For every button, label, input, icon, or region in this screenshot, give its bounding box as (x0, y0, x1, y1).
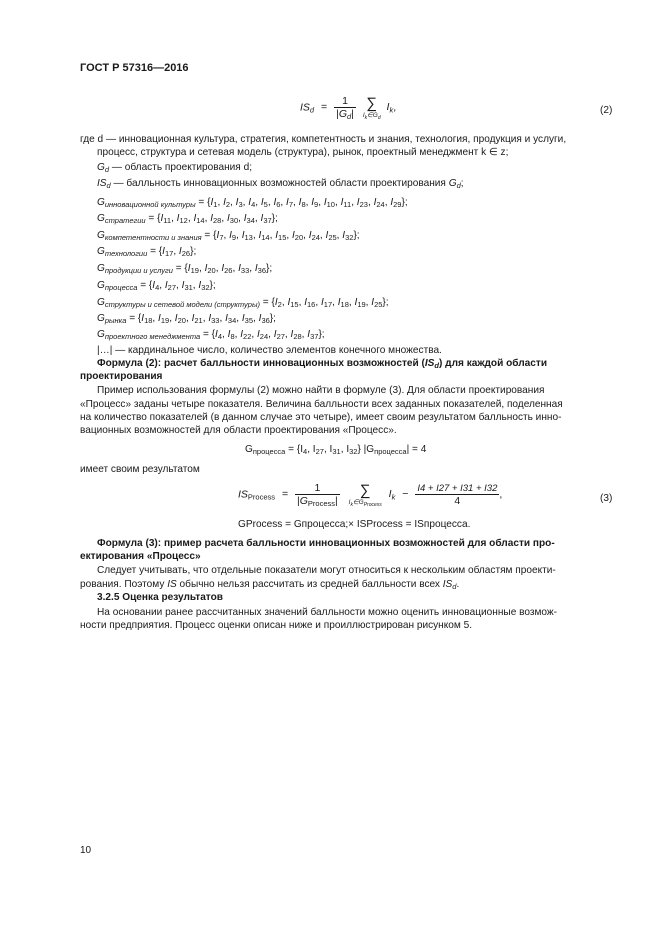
set-element-index: 17 (323, 300, 333, 309)
set-element-index: 16 (307, 300, 316, 309)
set-element-index: 4 (155, 283, 160, 292)
set-element-index: 26 (224, 266, 233, 275)
set-element-index: 36 (261, 316, 270, 325)
set-element-index: 9 (314, 200, 319, 209)
set-element-index: 37 (263, 216, 272, 225)
set-element-index: 35 (244, 316, 254, 325)
set-element-index: 13 (244, 233, 253, 242)
para2-line2: рования. Поэтому IS обычно нельзя рассчитать из средней балльности всех $IS_d$. (80, 579, 460, 591)
eq2-lhs: IS (300, 101, 310, 114)
set-element-index: 4 (251, 200, 256, 209)
set-name: рынка (104, 316, 127, 325)
set-definition: Gкомпетентности и знания = {$I_7$, $I_9$, $I_{13}$, $I_{14}$, $I_{15}$, $I_{20}$, $I_{24}$, $I_{25}$, $I_{32}$}; (97, 230, 360, 242)
equation-2-number: (2) (600, 105, 613, 116)
set-element-index: 33 (240, 266, 250, 275)
set-name: компетентности и знания (104, 233, 202, 242)
set-element-index: 11 (163, 216, 172, 225)
para2-line1: Следует учитывать, что отдельные показатели могут относиться к нескольким областям проекти- (97, 565, 556, 576)
set-element-index: 15 (278, 233, 287, 242)
para3-line1: На основании ранее рассчитанных значений балльности можно оценить инновационные возмож- (97, 607, 558, 618)
set-name: структуры и сетевой модели (структуры) (104, 300, 260, 309)
set-element-index: 12 (179, 216, 188, 225)
set-element-index: 22 (243, 332, 252, 341)
set-element-index: 36 (257, 266, 267, 275)
set-element-index: 24 (376, 200, 385, 209)
set-element-index: 17 (164, 249, 174, 258)
para1-line4: вационных возможностей для области проектирования «Процесс». (80, 425, 397, 436)
set-element-index: 8 (230, 332, 235, 341)
cardinality-definition: |…| — кардинальное число, количество элементов конечного множества. (97, 345, 442, 356)
set-name: технологии (104, 249, 148, 258)
formula-2-caption: Формула (2): расчет балльности инновационных возможностей $(IS_d)$ для каждой области (97, 358, 548, 370)
set-definition: Gпроцесса = {$I_4$, $I_{27}$, $I_{31}$, $I_{32}$}; (97, 280, 216, 292)
set-element-index: 18 (340, 300, 349, 309)
set-element-index: 10 (326, 200, 335, 209)
set-element-index: 32 (201, 283, 210, 292)
set-element-index: 28 (293, 332, 302, 341)
set-element-index: 14 (196, 216, 205, 225)
where-line-1: где d — инновационная культура, стратегия, компетентность и знания, технология, продукция и услуги, (80, 134, 567, 145)
set-element-index: 33 (211, 316, 220, 325)
equation-3-line2: GProcess = Gпроцесса;× ISProcess = ISпроцесса. (238, 519, 471, 530)
document-header: ГОСТ Р 57316—2016 (80, 62, 189, 74)
set-definition: Gструктуры и сетевой модели (структуры) = {$I_2$, $I_{15}$, $I_{16}$, $I_{17}$, $I_{18}$, $I_{19}$, $I_{25}$}; (97, 297, 389, 309)
set-element-index: 8 (301, 200, 306, 209)
eq3-average-fraction: $\frac{I4 + I27 + I31 + I32}{4}$ (417, 482, 498, 507)
set-name: процесса (104, 283, 138, 292)
set-element-index: 7 (219, 233, 224, 242)
eq3-fraction: $\frac{1}{|G_{Process}|}$ (297, 482, 338, 508)
gprocess-definition: $G_{процесса} = \{I_4$, $I_{27}$, $I_{31}$, $I_{32}$} $|G_{процесса}| = 4$ (245, 444, 427, 456)
set-element-index: 20 (207, 266, 216, 275)
set-definition: Gпроектного менеджмента = {$I_4$, $I_8$, $I_{22}$, $I_{24}$, $I_{27}$, $I_{28}$, $I_{37}$}; (97, 329, 325, 341)
set-name: стратегии (104, 216, 146, 225)
eq2-fraction: $\frac{1}{|G_d|}$ (336, 95, 354, 121)
set-element-index: 21 (194, 316, 203, 325)
set-element-index: 25 (374, 300, 383, 309)
set-definition: Gтехнологии = {$I_{17}$, $I_{26}$}; (97, 246, 197, 258)
page-number: 10 (80, 845, 92, 856)
section-heading: 3.2.5 Оценка результатов (97, 592, 223, 603)
set-element-index: 24 (311, 233, 320, 242)
set-element-index: 27 (167, 283, 177, 292)
set-element-index: 7 (288, 200, 294, 209)
set-element-index: 1 (213, 200, 218, 209)
equation-3: $IS_{Process}$ = $\frac{1}{|G_{Process}|}$ ∑ $I_k\in G_{Process}$ $I_k$ − $\frac{I4 + I27 + I31 + I32}{4}$ , (238, 482, 503, 508)
set-element-index: 19 (190, 266, 199, 275)
set-element-index: 34 (246, 216, 255, 225)
isd-definition: $IS_d$ — балльность инновационных возможностей области проектирования $G_d$; (97, 178, 464, 190)
set-element-index: 24 (259, 332, 269, 341)
set-name: инновационной культуры (104, 200, 196, 209)
set-definition: Gпродукции и услуги = {$I_{19}$, $I_{20}$, $I_{26}$, $I_{33}$, $I_{36}$}; (97, 263, 273, 275)
set-element-index: 11 (343, 200, 352, 209)
para1-line2: «Процесс» заданы четыре показателя. Величина балльности всех заданных показателей, поделенная (80, 399, 563, 410)
set-element-index: 34 (227, 316, 237, 325)
set-element-index: 31 (184, 283, 193, 292)
set-element-index: 18 (144, 316, 153, 325)
set-element-index: 19 (357, 300, 366, 309)
set-element-index: 5 (263, 200, 268, 209)
formula-3-caption-line2: ектирования «Процесс» (80, 551, 201, 562)
set-element-index: 23 (359, 200, 368, 209)
set-element-index: 30 (229, 216, 239, 225)
set-element-index: 20 (294, 233, 304, 242)
set-element-index: 4 (217, 332, 223, 341)
result-label: имеет своим результатом (80, 464, 200, 475)
set-element-index: 27 (276, 332, 285, 341)
set-element-index: 14 (261, 233, 270, 242)
set-name: проектного менеджмента (104, 332, 201, 341)
set-definition: Gинновационной культуры = {$I_1$, $I_2$, $I_3$, $I_4$, $I_5$, $I_6$, $I_7$, $I_8$, $I_9$, $I_{10}$, $I_{11}$, $I_{23}$, $I_{24}$, $I_{29}$}; (97, 197, 408, 209)
set-element-index: 9 (231, 233, 237, 242)
set-element-index: 28 (213, 216, 222, 225)
equation-3-number: (3) (600, 493, 613, 504)
set-definition: Gстратегии = {$I_{11}$, $I_{12}$, $I_{14}$, $I_{28}$, $I_{30}$, $I_{34}$, $I_{37}$}; (97, 213, 278, 225)
where-line-2: процесс, структура и сетевая модель (структура), рынок, проектный менеджмент k ∈ z; (97, 147, 509, 158)
gd-definition: $G_d$ — область проектирования d; (97, 162, 252, 174)
set-element-index: 2 (225, 200, 231, 209)
set-element-index: 6 (276, 200, 281, 209)
set-element-index: 3 (238, 200, 243, 209)
set-definition: Gрынка = {$I_{18}$, $I_{19}$, $I_{20}$, $I_{21}$, $I_{33}$, $I_{34}$, $I_{35}$, $I_{36}$}; (97, 313, 276, 325)
set-element-index: 26 (181, 249, 191, 258)
formula-3-caption: Формула (3): пример расчета балльности инновационных возможностей для области про- (97, 538, 555, 549)
set-element-index: 37 (310, 332, 319, 341)
para1-line1: Пример использования формулы (2) можно найти в формуле (3). Для области проектирования (97, 385, 545, 396)
set-element-index: 15 (290, 300, 299, 309)
para1-line3: на количество показателей (в данном случае это четыре), имеет своим результатом балльность инно- (80, 412, 562, 423)
set-element-index: 19 (160, 316, 170, 325)
set-element-index: 29 (393, 200, 402, 209)
para3-line2: ности предприятия. Процесс оценки описан ниже и проиллюстрирован рисунком 5. (80, 620, 473, 631)
set-element-index: 32 (345, 233, 354, 242)
set-name: продукции и услуги (104, 266, 173, 275)
set-element-index: 2 (277, 300, 282, 309)
formula-2-caption-line2: проектирования (80, 371, 163, 382)
equation-2: $IS_d$ = $\frac{1}{|G_d|}$ ∑ $I_k\in G_d$ $I_k$, (300, 95, 397, 121)
set-element-index: 20 (177, 316, 186, 325)
set-element-index: 25 (328, 233, 337, 242)
